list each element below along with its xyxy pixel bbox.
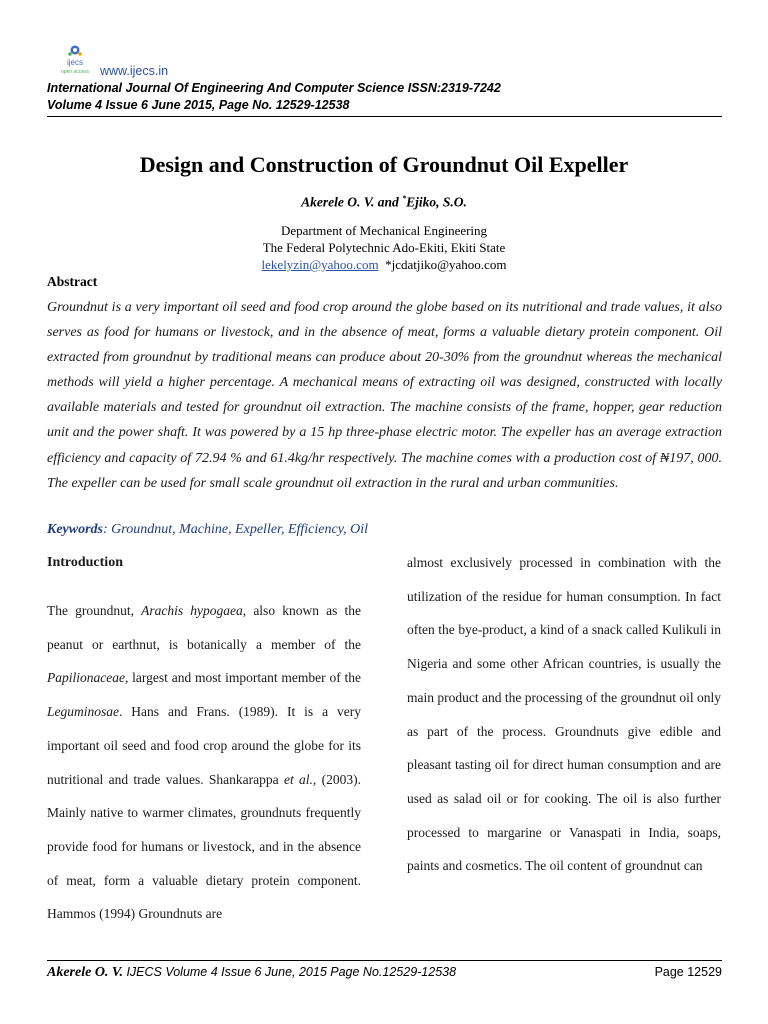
journal-logo [52, 44, 98, 78]
journal-logo-icon [52, 44, 98, 78]
introduction-heading: Introduction [47, 555, 123, 570]
introduction-paragraph-right: almost exclusively processed in combination with the utilization of the residue for human consumption. In fact often the bye-product, a kind of a snack called Kulikuli in Nigeria and some other African countries, is usually the main product and the processing of the groundnut oil only as part of the process. Groundnuts give edible and pleasant tasting oil for direct human consumption and are used as salad oil or for cooking. The oil is also further processed to margarine or Vanaspati in India, soaps, paints and cosmetics. The oil content of groundnut can [407, 555, 721, 874]
page-number: Page 12529 [654, 965, 722, 979]
intro-text: The groundnut, [47, 603, 142, 618]
paper-authors [0, 194, 768, 211]
header-divider [47, 116, 722, 117]
logo-text: ijecs [66, 58, 84, 67]
author-2: Ejiko, S.O. [406, 194, 467, 210]
journal-url-link[interactable]: www.ijecs.in [100, 64, 169, 78]
author-emails [0, 257, 768, 273]
keywords-list: : Groundnut, Machine, Expeller, Efficiency, Oil [103, 522, 369, 537]
journal-issue: Volume 4 Issue 6 June 2015, Page No. 12529-12538 [47, 98, 350, 112]
affiliation-institution: The Federal Polytechnic Ado-Ekiti, Ekiti State [262, 240, 506, 255]
left-column [47, 550, 361, 922]
logo-subtext: open access [60, 69, 90, 75]
footer-divider [47, 960, 722, 961]
keywords-label: Keywords [47, 522, 103, 537]
email-link-1[interactable]: lekelyzin@yahoo.com [261, 257, 379, 272]
species-name: Arachis hypogaea [141, 603, 243, 618]
abstract-heading: Abstract [47, 274, 98, 289]
citation-etal: et al., [283, 771, 317, 787]
introduction-paragraph-left [47, 594, 361, 931]
email-2: *jcdatjiko@yahoo.com [385, 257, 507, 272]
abstract-body: Groundnut is a very important oil seed and food crop around the globe based on its nutritional and trade values, it also serves as food for humans or livestock, and in the absence of meat, forms a valuable dietary protein component. Oil extracted from groundnut by traditional means can produce about 20-30% from the groundnut whereas the mechanical methods will yield a higher percentage. A mechanical means of extracting oil was designed, constructed with locally available materials and tested for groundnut oil extraction. The machine consists of the frame, hopper, gear reduction unit and the power shaft. It was powered by a 15 hp three-phase electric motor. The expeller has an average extraction efficiency and capacity of 72.94 % and 61.4kg/hr respectively. The machine comes with a production cost of ₦197, 000. The expeller can be used for small scale groundnut oil extraction in the rural and urban communities. [47, 300, 722, 491]
corresponding-mark: * [402, 194, 407, 203]
author-1: Akerele O. V. and [301, 194, 403, 210]
intro-text: , also known as the peanut or earthnut, is botanically a member of the [47, 603, 361, 652]
keywords-line [47, 522, 368, 538]
footer-author: Akerele O. V. [47, 965, 123, 980]
family-name: Papilionaceae, [47, 670, 129, 686]
intro-text: largest and most important member of the [128, 670, 361, 686]
journal-name: International Journal Of Engineering And Computer Science ISSN:2319-7242 [47, 81, 501, 95]
intro-text: (2003). Mainly native to warmer climates, groundnuts frequently provide food for humans or livestock, and in the absence of meat, form a valuable dietary protein component. Hammos (1994) Groundnuts are [47, 771, 361, 922]
affiliation-department: Department of Mechanical Engineering [280, 223, 488, 238]
paper-title: Design and Construction of Groundnut Oil Expeller [139, 152, 629, 177]
family-name: Leguminosae [47, 704, 119, 720]
intro-text: . Hans and Frans. (1989). It is a very important oil seed and food crop around the globe for its nutritional and trade values. Shankarappa [47, 704, 361, 787]
footer-journal: IJECS Volume 4 Issue 6 June, 2015 Page No.12529-12538 [122, 965, 457, 979]
footer-citation [47, 965, 456, 981]
